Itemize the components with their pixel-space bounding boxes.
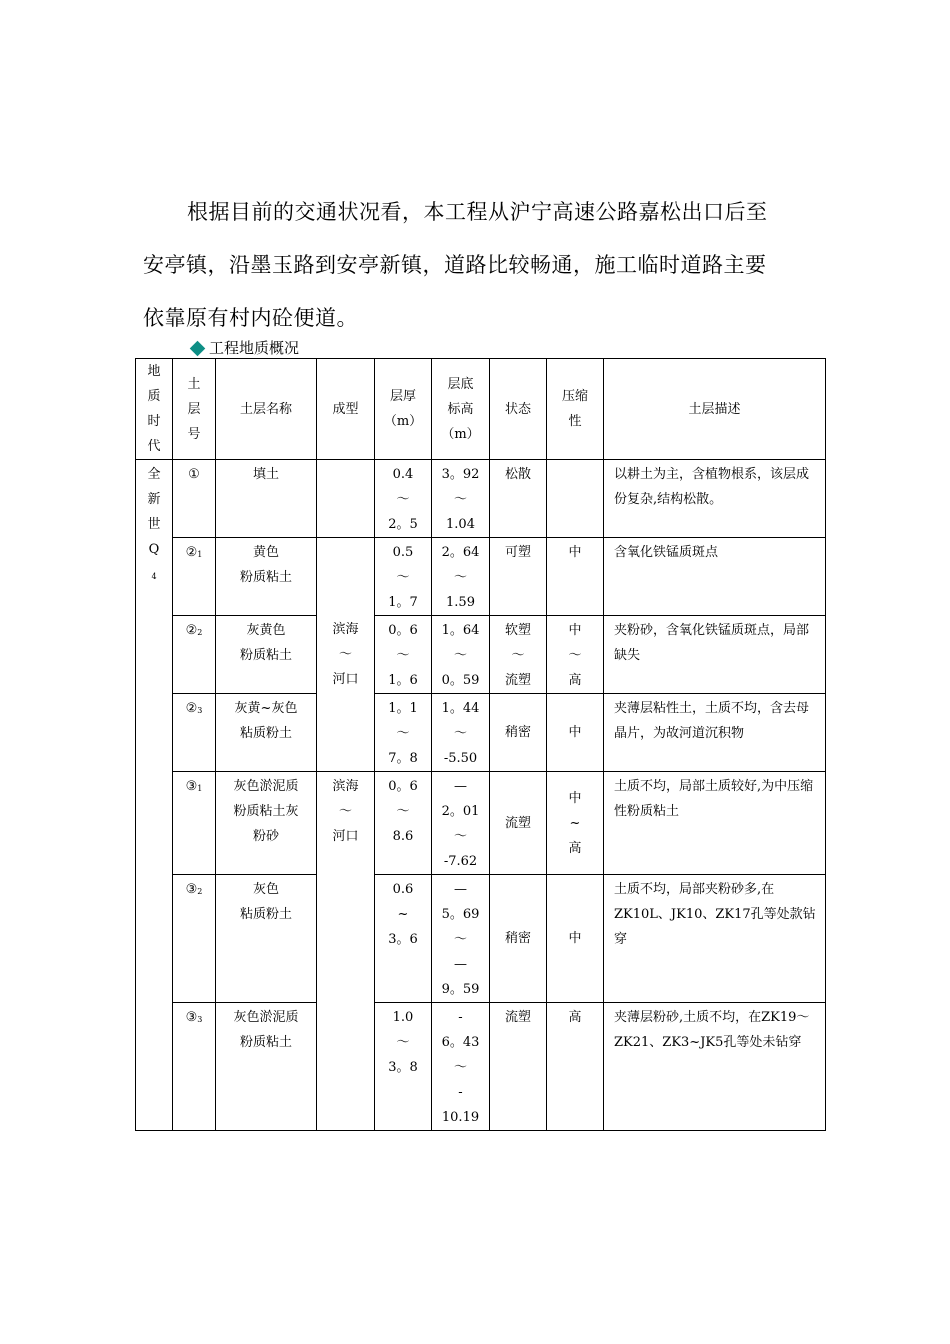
state-cell: 流塑 bbox=[490, 1003, 547, 1131]
description-cell: 夹薄层粘性土，土质不均，含去母晶片，为故河道沉积物 bbox=[604, 694, 826, 772]
description-cell: 含氧化铁锰质斑点 bbox=[604, 538, 826, 616]
table-row bbox=[136, 538, 826, 616]
header-compressibility: 压缩 性 bbox=[547, 359, 604, 460]
layer-no-cell: $②_1$ bbox=[173, 538, 216, 616]
table-row bbox=[136, 460, 826, 538]
thickness-cell: 0.5 ～ 1。7 bbox=[375, 538, 432, 616]
state-cell: 松散 bbox=[490, 460, 547, 538]
elevation-cell: - 6。43 ～ - 10.19 bbox=[432, 1003, 490, 1131]
header-era: 地 质 时 代 bbox=[136, 359, 173, 460]
layer-name-cell: 黄色 粉质粘土 bbox=[216, 538, 317, 616]
description-cell: 土质不均，局部夹粉砂多,在ZK10L、JK10、ZK17孔等处款钻穿 bbox=[604, 875, 826, 1003]
state-cell: 稍密 bbox=[490, 875, 547, 1003]
compress-cell: 高 bbox=[547, 1003, 604, 1131]
layer-no-cell: $②_3$ bbox=[173, 694, 216, 772]
table-header-row bbox=[136, 359, 826, 460]
thickness-cell: 0。6 ～ 8.6 bbox=[375, 772, 432, 875]
paragraph-line-2: 安亭镇，沿墨玉路到安亭新镇，道路比较畅通，施工临时道路主要 bbox=[143, 253, 767, 277]
header-thickness: 层厚 （m） bbox=[375, 359, 432, 460]
table-row bbox=[136, 1003, 826, 1131]
compress-cell: 中 bbox=[547, 875, 604, 1003]
elevation-cell: 1。64 ～ 0。59 bbox=[432, 616, 490, 694]
table-row bbox=[136, 694, 826, 772]
layer-no-cell: $③_3$ bbox=[173, 1003, 216, 1131]
intro-paragraph bbox=[143, 186, 811, 345]
compress-cell bbox=[547, 460, 604, 538]
header-elevation: 层底 标高 （m） bbox=[432, 359, 490, 460]
description-cell: 土质不均，局部土质较好,为中压缩性粉质粘土 bbox=[604, 772, 826, 875]
description-cell: 夹薄层粉砂,土质不均，在ZK19～ZK21、ZK3~JK5孔等处未钻穿 bbox=[604, 1003, 826, 1131]
thickness-cell: 0.6 ~ 3。6 bbox=[375, 875, 432, 1003]
header-type: 成型 bbox=[317, 359, 375, 460]
layer-no-cell: $③_1$ bbox=[173, 772, 216, 875]
table-row bbox=[136, 772, 826, 875]
elevation-cell: 3。92 ～ 1.04 bbox=[432, 460, 490, 538]
thickness-cell: 0。6 ～ 1。6 bbox=[375, 616, 432, 694]
section-heading bbox=[190, 338, 299, 358]
header-state: 状态 bbox=[490, 359, 547, 460]
compress-cell: 中 bbox=[547, 694, 604, 772]
thickness-cell: 1.0 ～ 3。8 bbox=[375, 1003, 432, 1131]
description-cell: 夹粉砂，含氧化铁锰质斑点，局部缺失 bbox=[604, 616, 826, 694]
type-cell: 滨海 ～ 河口 bbox=[317, 772, 375, 1131]
header-layer-no: 土 层 号 bbox=[173, 359, 216, 460]
compress-cell: 中 ～ 高 bbox=[547, 616, 604, 694]
layer-name-cell: 灰黄~灰色 粘质粉土 bbox=[216, 694, 317, 772]
layer-name-cell: 灰色 粘质粉土 bbox=[216, 875, 317, 1003]
layer-name-cell: 灰黄色 粉质粘土 bbox=[216, 616, 317, 694]
geology-table bbox=[135, 358, 826, 1131]
header-layer-name: 土层名称 bbox=[216, 359, 317, 460]
state-cell: 稍密 bbox=[490, 694, 547, 772]
description-cell: 以耕土为主，含植物根系，该层成份复杂,结构松散。 bbox=[604, 460, 826, 538]
table-row bbox=[136, 616, 826, 694]
elevation-cell: 1。44 ～ -5.50 bbox=[432, 694, 490, 772]
diamond-bullet-icon bbox=[190, 340, 206, 356]
layer-no-cell: $②_2$ bbox=[173, 616, 216, 694]
layer-name-cell: 灰色淤泥质 粉质粘土 bbox=[216, 1003, 317, 1131]
state-cell: 流塑 bbox=[490, 772, 547, 875]
paragraph-line-1: 根据目前的交通状况看，本工程从沪宁高速公路嘉松出口后至 bbox=[187, 200, 768, 224]
era-cell: 全 新 世 Q $_4$ bbox=[136, 460, 173, 1131]
thickness-cell: 1。1 ～ 7。8 bbox=[375, 694, 432, 772]
layer-no-cell: $③_2$ bbox=[173, 875, 216, 1003]
section-title: 工程地质概况 bbox=[209, 339, 300, 357]
elevation-cell: 2。64 ～ 1.59 bbox=[432, 538, 490, 616]
thickness-cell: 0.4 ～ 2。5 bbox=[375, 460, 432, 538]
layer-no-cell: ① bbox=[173, 460, 216, 538]
table-row bbox=[136, 875, 826, 1003]
type-cell: 滨海 ～ 河口 bbox=[317, 538, 375, 772]
layer-name-cell: 灰色淤泥质 粉质粘土灰 粉砂 bbox=[216, 772, 317, 875]
layer-name-cell: 填土 bbox=[216, 460, 317, 538]
type-cell bbox=[317, 460, 375, 538]
paragraph-line-3: 依靠原有村内砼便道。 bbox=[143, 306, 358, 330]
header-description: 土层描述 bbox=[604, 359, 826, 460]
compress-cell: 中 ~ 高 bbox=[547, 772, 604, 875]
elevation-cell: — 5。69 ～ — 9。59 bbox=[432, 875, 490, 1003]
state-cell: 可塑 bbox=[490, 538, 547, 616]
state-cell: 软塑 ～ 流塑 bbox=[490, 616, 547, 694]
elevation-cell: — 2。01 ～ -7.62 bbox=[432, 772, 490, 875]
compress-cell: 中 bbox=[547, 538, 604, 616]
